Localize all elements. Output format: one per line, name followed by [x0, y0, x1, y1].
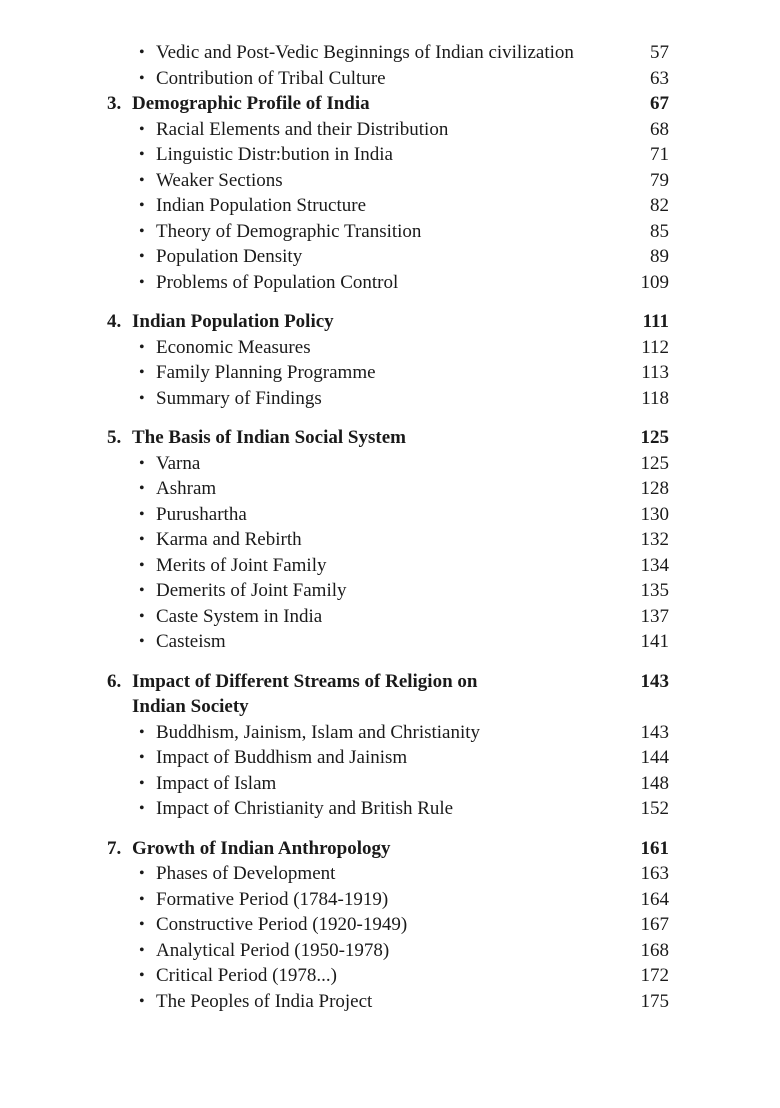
group-spacer: [107, 295, 669, 309]
toc-entry: [107, 451, 669, 477]
group-spacer: [107, 655, 669, 669]
bullet-icon: •: [139, 749, 145, 766]
toc-chapter-group: [107, 40, 669, 91]
toc-entry-page-number: 132: [640, 529, 669, 550]
bullet-icon: •: [139, 480, 145, 497]
toc-entry-page-number: 63: [650, 67, 669, 89]
bullet-icon: •: [139, 865, 145, 882]
toc-entry-title: Indian Population Structure: [156, 195, 367, 216]
toc-entry-page-number: 109: [640, 271, 669, 293]
chapter-heading: [107, 669, 669, 695]
toc-entry-title: Summary of Findings: [156, 387, 322, 409]
chapter-title: Indian Population Policy: [132, 311, 334, 332]
toc-entry: [107, 771, 669, 797]
toc-entry-title: Economic Measures: [156, 336, 311, 358]
toc-entry-page-number: 112: [641, 336, 669, 358]
bullet-icon: •: [139, 633, 145, 650]
chapter-title: Demographic Profile of India: [132, 93, 370, 114]
toc-entry-page-number: 85: [650, 220, 669, 242]
bullet-icon: •: [139, 338, 145, 356]
chapter-title: Impact of Different Streams of Religion on: [132, 670, 478, 692]
chapter-heading: [107, 425, 669, 451]
bullet-icon: •: [139, 800, 145, 817]
bullet-icon: •: [139, 531, 145, 548]
toc-chapter-group: [107, 411, 669, 655]
toc-entry: [107, 720, 669, 746]
bullet-icon: •: [139, 941, 145, 959]
toc-entry-page-number: 168: [640, 939, 669, 961]
toc-chapter-group: [107, 655, 669, 822]
toc-entry-title: The Peoples of India Project: [156, 990, 373, 1012]
bullet-icon: •: [139, 197, 145, 214]
toc-entry-title: Formative Period (1784-1919): [156, 888, 389, 910]
chapter-title-continued: Indian Society: [132, 696, 249, 717]
chapter-heading: [107, 309, 669, 335]
chapter-page-number: 111: [642, 311, 669, 332]
toc-entry: [107, 476, 669, 502]
toc-entry: [107, 502, 669, 528]
toc-entry-title: Racial Elements and their Distribution: [156, 118, 449, 140]
toc-entry-title: Caste System in India: [156, 605, 323, 627]
toc-entry: [107, 604, 669, 630]
toc-entry-page-number: 68: [650, 118, 669, 140]
toc-entry-page-number: 57: [650, 42, 669, 63]
bullet-icon: •: [139, 505, 145, 523]
toc-entry: [107, 193, 669, 219]
chapter-heading: [107, 91, 669, 117]
bullet-icon: •: [139, 389, 145, 407]
chapter-number: 6.: [107, 670, 122, 692]
bullet-icon: •: [139, 171, 145, 189]
toc-entry: [107, 527, 669, 553]
chapter-title: The Basis of Indian Social System: [132, 427, 406, 448]
toc-entry-page-number: 79: [650, 169, 669, 191]
toc-entry-title: Problems of Population Control: [156, 271, 399, 293]
toc-entry-title: Vedic and Post-Vedic Beginnings of Indian civilization: [156, 42, 574, 63]
toc-entry: [107, 578, 669, 604]
bullet-icon: •: [139, 607, 145, 625]
toc-entry-page-number: 167: [640, 914, 669, 935]
toc-entry-title: Phases of Development: [156, 863, 336, 884]
toc-entry: [107, 912, 669, 938]
bullet-icon: •: [139, 890, 145, 908]
chapter-number: 7.: [107, 837, 122, 859]
toc-entry-title: Merits of Joint Family: [156, 554, 327, 576]
toc-entry-title: Varna: [156, 452, 201, 474]
bullet-icon: •: [139, 44, 145, 61]
chapter-page-number: 67: [650, 93, 669, 114]
bullet-icon: •: [139, 364, 145, 381]
toc-entry-title: Buddhism, Jainism, Islam and Christianity: [156, 721, 481, 743]
toc-entry-page-number: 164: [640, 888, 669, 910]
toc-entry: [107, 963, 669, 989]
chapter-title: Growth of Indian Anthropology: [132, 837, 391, 859]
toc-entry: [107, 219, 669, 245]
toc-entry-page-number: 148: [640, 772, 669, 794]
bullet-icon: •: [139, 774, 145, 792]
toc-entry: [107, 861, 669, 887]
bullet-icon: •: [139, 69, 145, 87]
toc-entry-title: Purushartha: [156, 503, 247, 525]
toc-entry-title: Ashram: [156, 478, 217, 499]
toc-entry: [107, 270, 669, 296]
chapter-page-number: 143: [640, 670, 669, 692]
bullet-icon: •: [139, 120, 145, 138]
toc-entry-page-number: 144: [640, 747, 669, 768]
toc-entry: [107, 553, 669, 579]
toc-entry-title: Contribution of Tribal Culture: [156, 67, 386, 89]
toc-entry-title: Critical Period (1978...): [156, 965, 337, 986]
toc-entry-page-number: 135: [640, 580, 669, 601]
toc-entry: [107, 629, 669, 655]
chapter-heading-continuation: [107, 694, 669, 720]
bullet-icon: •: [139, 723, 145, 741]
toc-entry-title: Impact of Buddhism and Jainism: [156, 747, 408, 768]
toc-entry-title: Demerits of Joint Family: [156, 580, 347, 601]
toc-entry-title: Impact of Islam: [156, 772, 277, 794]
toc-entry-page-number: 71: [650, 144, 669, 165]
bullet-icon: •: [139, 248, 145, 265]
toc-entry: [107, 745, 669, 771]
bullet-icon: •: [139, 556, 145, 574]
toc-entry: [107, 168, 669, 194]
bullet-icon: •: [139, 146, 145, 163]
group-spacer: [107, 822, 669, 836]
toc-entry-page-number: 89: [650, 246, 669, 267]
chapter-page-number: 161: [640, 837, 669, 859]
toc-entry-page-number: 125: [640, 452, 669, 474]
toc-chapter-group: [107, 822, 669, 1015]
bullet-icon: •: [139, 916, 145, 933]
chapter-number: 3.: [107, 93, 122, 114]
bullet-icon: •: [139, 992, 145, 1010]
bullet-icon: •: [139, 582, 145, 599]
toc-entry-page-number: 130: [640, 503, 669, 525]
chapter-page-number: 125: [640, 427, 669, 448]
toc-entry: [107, 796, 669, 822]
toc-entry-page-number: 152: [640, 798, 669, 819]
toc-entry-page-number: 163: [640, 863, 669, 884]
toc-entry-title: Weaker Sections: [156, 169, 283, 191]
toc-entry-title: Impact of Christianity and British Rule: [156, 798, 454, 819]
toc-entry: [107, 40, 669, 66]
toc-entry: [107, 66, 669, 92]
toc-chapter-group: [107, 91, 669, 295]
toc-entry-title: Casteism: [156, 631, 226, 652]
chapter-number: 5.: [107, 427, 122, 448]
toc-entry: [107, 117, 669, 143]
toc-entry-title: Karma and Rebirth: [156, 529, 302, 550]
toc-entry-page-number: 175: [640, 990, 669, 1012]
toc-entry: [107, 386, 669, 412]
toc-entry: [107, 244, 669, 270]
toc-entry-page-number: 172: [640, 965, 669, 986]
bullet-icon: •: [139, 222, 145, 240]
toc-entry: [107, 887, 669, 913]
table-of-contents: [107, 40, 669, 1014]
toc-entry: [107, 938, 669, 964]
toc-entry-page-number: 128: [640, 478, 669, 499]
bullet-icon: •: [139, 454, 145, 472]
toc-entry-title: Family Planning Programme: [156, 362, 376, 383]
toc-entry-title: Analytical Period (1950-1978): [156, 939, 390, 961]
toc-entry-page-number: 143: [640, 721, 669, 743]
toc-entry: [107, 989, 669, 1015]
toc-entry-title: Theory of Demographic Transition: [156, 220, 422, 242]
toc-entry-page-number: 137: [640, 605, 669, 627]
toc-entry-title: Population Density: [156, 246, 303, 267]
toc-entry-title: Linguistic Distr:bution in India: [156, 144, 393, 165]
toc-chapter-group: [107, 295, 669, 411]
toc-entry-page-number: 118: [641, 387, 669, 409]
toc-entry-page-number: 134: [640, 554, 669, 576]
toc-entry: [107, 335, 669, 361]
bullet-icon: •: [139, 967, 145, 984]
bullet-icon: •: [139, 273, 145, 291]
toc-entry-page-number: 141: [640, 631, 669, 652]
toc-entry-title: Constructive Period (1920-1949): [156, 914, 408, 935]
group-spacer: [107, 411, 669, 425]
toc-entry: [107, 142, 669, 168]
toc-entry: [107, 360, 669, 386]
toc-entry-page-number: 82: [650, 195, 669, 216]
toc-entry-page-number: 113: [641, 362, 669, 383]
chapter-number: 4.: [107, 311, 122, 332]
chapter-heading: [107, 836, 669, 862]
